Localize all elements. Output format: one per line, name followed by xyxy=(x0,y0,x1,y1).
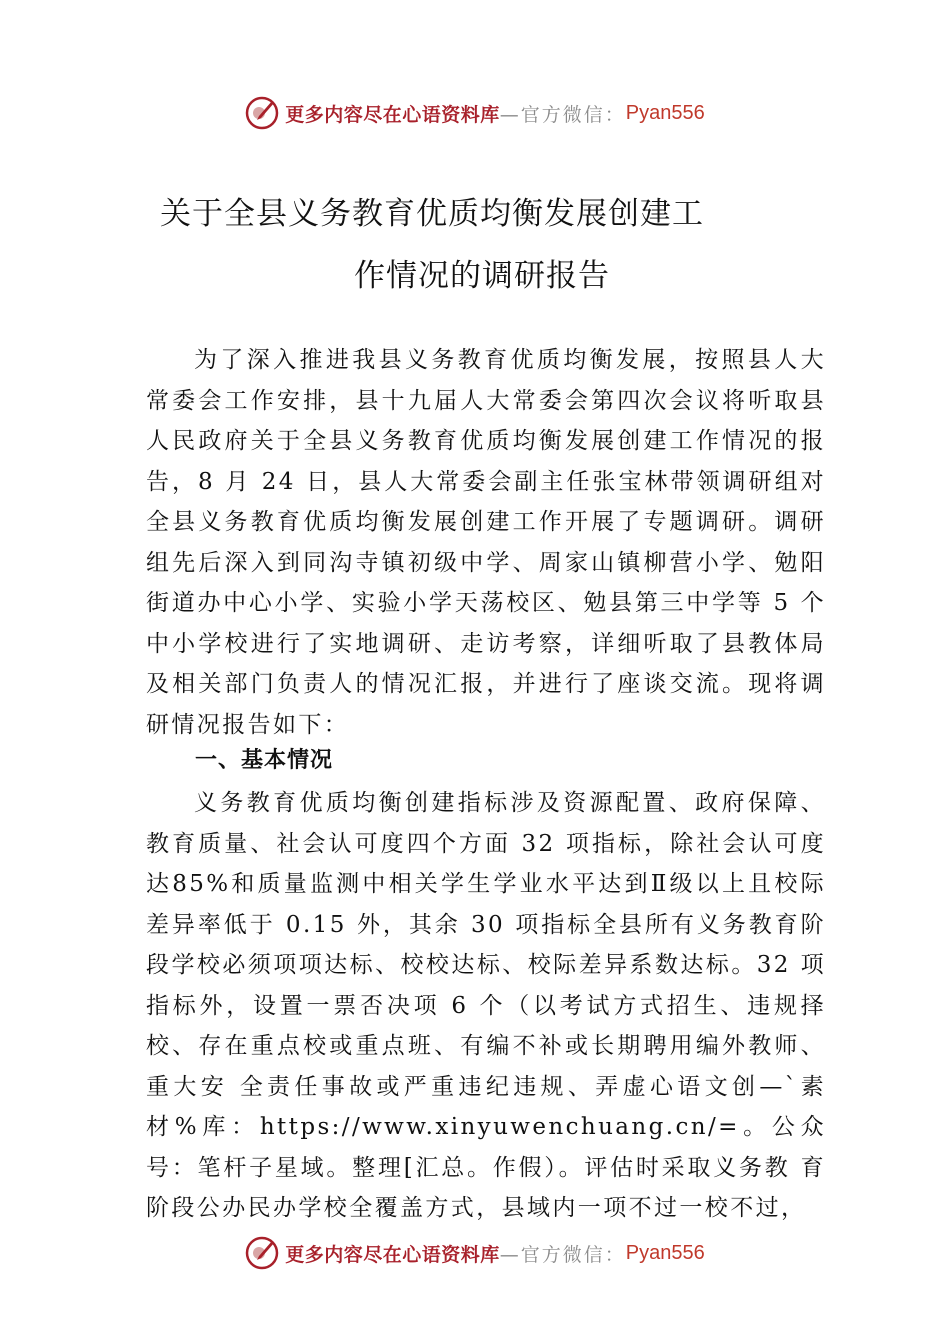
banner-dash: —官方微信： xyxy=(499,1243,626,1266)
title-line-1: 关于全县义务教育优质均衡发展创建工 xyxy=(160,196,704,232)
title-line-2: 作情况的调研报告 xyxy=(354,258,610,294)
banner-dash: —官方微信： xyxy=(499,103,626,126)
banner-wechat-id: Pyan556 xyxy=(625,1241,705,1264)
banner-wechat-id: Pyan556 xyxy=(625,101,705,124)
header-watermark-banner xyxy=(0,93,950,133)
quill-logo-icon xyxy=(245,96,279,130)
banner-prefix: 更多内容尽在心语资料库 xyxy=(285,103,500,126)
basic-situation-paragraph: 义务教育优质均衡创建指标涉及资源配置、政府保障、教育质量、社会认可度四个方面 32 项指标，除社会认可度达85%和质量监测中相关学生学业水平达到Ⅱ级以上且校际差异率低于 0.15 外，其余 30 项指标全县所有义务教育阶段学校必须项项达标、校校达标、校际差异系数达标。32 项指标外，设置一票否决项 6 个（以考试方式招生、违规择校、存在重点校或重点班、有编不补或长期聘用编外教师、重大安 全责任事故或严重违纪违规、弄虚心语文创—`素材%库：https://www.xinyuwenchuang.cn/=。公众号：笔杆子星域。整理[汇总。作假）。评估时采取义务教 育阶段公办民办学校全覆盖方式，县域内一项不过一校不过， xyxy=(146,790,826,1221)
intro-paragraph: 为了深入推进我县义务教育优质均衡发展，按照县人大常委会工作安排，县十九届人大常委会第四次会议将听取县人民政府关于全县义务教育优质均衡发展创建工作情况的报告，8 月 24 日，县人大常委会副主任张宝林带领调研组对全县义务教育优质均衡发展创建工作开展了专题调研。调研组先后深入到同沟寺镇初级中学、周家山镇柳营小学、勉阳街道办中心小学、实验小学天荡校区、勉县第三中学等 5 个中小学校进行了实地调研、走访考察，详细听取了县教体局及相关部门负责人的情况汇报，并进行了座谈交流。现将调研情况报告如下： xyxy=(146,347,826,738)
banner-prefix: 更多内容尽在心语资料库 xyxy=(285,1243,500,1266)
section-heading-basic: 一、基本情况 xyxy=(195,748,334,773)
footer-watermark-banner xyxy=(0,1233,950,1273)
quill-logo-icon xyxy=(245,1236,279,1270)
